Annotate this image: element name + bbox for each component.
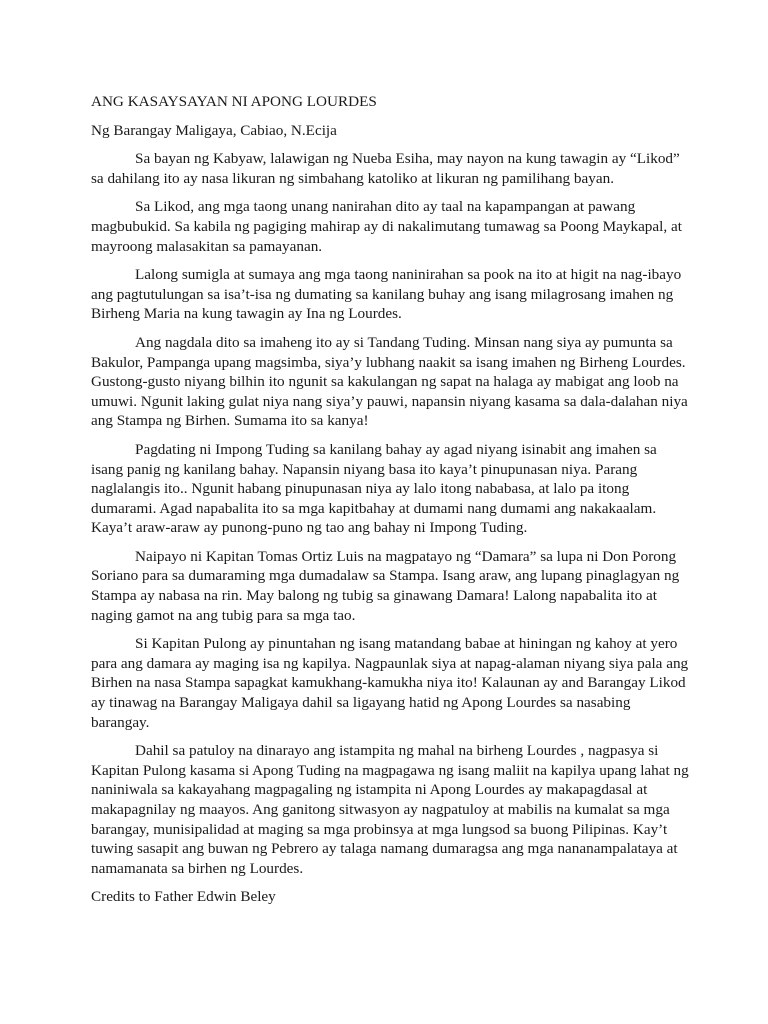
- credits-line: Credits to Father Edwin Beley: [91, 888, 276, 906]
- document-body: [91, 92, 689, 907]
- paragraph-2: Sa Likod, ang mga taong unang nanirahan dito ay taal na kapampangan at pawang magbubukid. Sa kabila ng pagiging mahirap ay di nakalimutang tumawag sa Poong Maykapal, at mayroong malasakitan sa pamayanan.: [91, 198, 682, 255]
- paragraph-6: Naipayo ni Kapitan Tomas Ortiz Luis na magpatayo ng “Damara” sa lupa ni Don Porong Soriano para sa dumaraming mga dumadalaw sa Stampa. Isang araw, ang lupang pinaglagyan ng Stampa ay nabasa na rin. May balong ng tubig sa ginawang Damara! Lalong napabalita ito at naging gamot na ang tubig para sa mga tao.: [91, 547, 680, 624]
- document-subtitle: Ng Barangay Maligaya, Cabiao, N.Ecija: [91, 121, 337, 139]
- paragraph-3: Lalong sumigla at sumaya ang mga taong naninirahan sa pook na ito at higit na nag-ibayo ang pagtutulungan sa isa’t-isa ng dumating sa kanilang buhay ang isang milagrosang imahen ng Birheng Maria na kung tawagin ay Ina ng Lourdes.: [91, 266, 682, 323]
- document-title: ANG KASAYSAYAN NI APONG LOURDES: [91, 93, 377, 110]
- paragraph-7: Si Kapitan Pulong ay pinuntahan ng isang matandang babae at hiningan ng kahoy at yero para ang damara ay maging isa ng kapilya. Nagpaunlak siya at napag-alaman niyang siya pala ang Birhen na nasa Stampa sapagkat kamukhang-kamukha niya ito! Kalaunan ay and Barangay Likod ay tinawag na Barangay Maligaya dahil sa ligayang hatid ng Apong Lourdes sa nasabing barangay.: [91, 635, 689, 731]
- paragraph-5: Pagdating ni Impong Tuding sa kanilang bahay ay agad niyang isinabit ang imahen sa isang panig ng kanilang bahay. Napansin niyang basa ito kaya’t pinupunasan niya. Parang naglalangis ito.. Ngunit habang pinupunasan niya ay lalo itong nababasa, at lalo pa itong dumarami. Agad napabalita ito sa mga kapitbahay at dumami nang dumami ang nakakaalam. Kaya’t araw-araw ay punong-puno ng tao ang bahay ni Impong Tuding.: [91, 440, 657, 537]
- paragraph-8: Dahil sa patuloy na dinarayo ang istampita ng mahal na birheng Lourdes , nagpasya si Kapitan Pulong kasama si Apong Tuding na magpagawa ng isang maliit na kapilya upang lahat ng naniniwala sa kakayahang magpagaling ng istampita ni Apong Lourdes ay makapagdasal at makapagnilay ng maayos. Ang ganitong sitwasyon ay nagpatuloy at mabilis na kumalat sa mga barangay, munisipalidad at maging sa mga probinsya at mga lungsod sa buong Pilipinas. Kay’t tuwing sasapit ang buwan ng Pebrero ay talaga namang dumaragsa ang mga nananampalataya at namamanata sa birhen ng Lourdes.: [91, 742, 689, 877]
- paragraph-4: Ang nagdala dito sa imaheng ito ay si Tandang Tuding. Minsan nang siya ay pumunta sa Bakulor, Pampanga upang magsimba, siya’y lubhang naakit sa isang imahen ng Birheng Lourdes. Gustong-gusto niyang bilhin ito ngunit sa kakulangan ng sapat na halaga ay mabigat ang loob na umuwi. Ngunit laking gulat niya nang siya’y pauwi, napansin niyang kasama sa dala-dalahan niya ang Stampa ng Birhen. Sumama ito sa kanya!: [91, 333, 688, 430]
- paragraph-1: Sa bayan ng Kabyaw, lalawigan ng Nueba Esiha, may nayon na kung tawagin ay “Likod” sa dahilang ito ay nasa likuran ng simbahang katoliko at likuran ng pamilihang bayan.: [91, 150, 680, 187]
